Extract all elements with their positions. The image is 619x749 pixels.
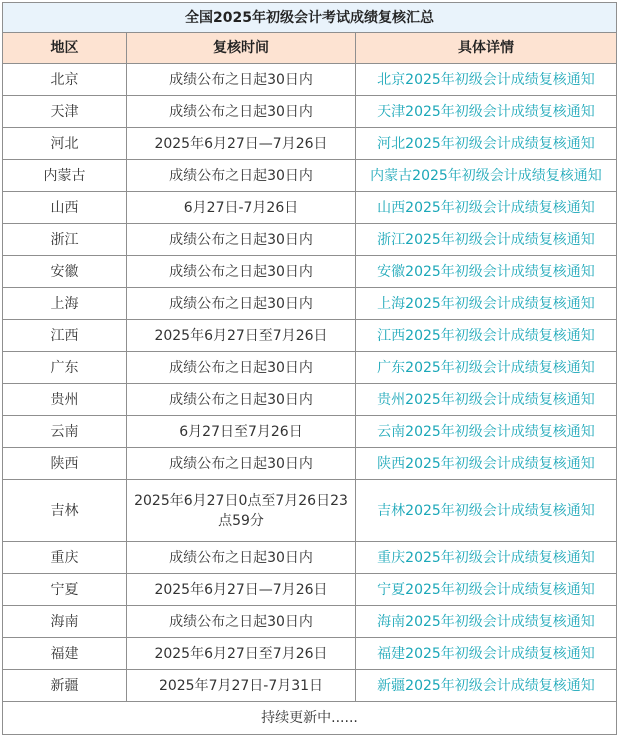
- review-notice-link[interactable]: 宁夏2025年初级会计成绩复核通知: [377, 581, 595, 598]
- header-review-time: 复核时间: [127, 33, 356, 64]
- review-time-cell: 成绩公布之日起30日内: [127, 384, 356, 416]
- review-notice-link[interactable]: 安徽2025年初级会计成绩复核通知: [377, 263, 595, 280]
- table-row: [3, 96, 617, 128]
- review-time-cell: 成绩公布之日起30日内: [127, 256, 356, 288]
- region-cell: 安徽: [3, 256, 127, 288]
- review-time-cell: 2025年6月27日0点至7月26日23点59分: [127, 480, 356, 542]
- table-row: [3, 416, 617, 448]
- table-row: [3, 256, 617, 288]
- table-row: [3, 320, 617, 352]
- review-time-cell: 2025年7月27日-7月31日: [127, 670, 356, 702]
- details-cell: [356, 160, 617, 192]
- details-cell: [356, 96, 617, 128]
- review-notice-link[interactable]: 浙江2025年初级会计成绩复核通知: [377, 231, 595, 248]
- region-cell: 广东: [3, 352, 127, 384]
- review-time-cell: 6月27日至7月26日: [127, 416, 356, 448]
- review-time-cell: 成绩公布之日起30日内: [127, 448, 356, 480]
- table-row: [3, 574, 617, 606]
- details-cell: [356, 352, 617, 384]
- review-notice-link[interactable]: 重庆2025年初级会计成绩复核通知: [377, 549, 595, 566]
- review-notice-link[interactable]: 云南2025年初级会计成绩复核通知: [377, 423, 595, 440]
- details-cell: [356, 288, 617, 320]
- region-cell: 浙江: [3, 224, 127, 256]
- review-notice-link[interactable]: 福建2025年初级会计成绩复核通知: [377, 645, 595, 662]
- review-notice-link[interactable]: 广东2025年初级会计成绩复核通知: [377, 359, 595, 376]
- table-footer-row: [3, 702, 617, 735]
- details-cell: [356, 384, 617, 416]
- table-row: [3, 192, 617, 224]
- review-notice-link[interactable]: 北京2025年初级会计成绩复核通知: [377, 71, 595, 88]
- region-cell: 山西: [3, 192, 127, 224]
- region-cell: 陕西: [3, 448, 127, 480]
- region-cell: 吉林: [3, 480, 127, 542]
- review-notice-link[interactable]: 内蒙古2025年初级会计成绩复核通知: [370, 167, 602, 184]
- table-row: [3, 606, 617, 638]
- region-cell: 上海: [3, 288, 127, 320]
- review-notice-link[interactable]: 河北2025年初级会计成绩复核通知: [377, 135, 595, 152]
- table-row: [3, 542, 617, 574]
- details-cell: [356, 64, 617, 96]
- region-cell: 天津: [3, 96, 127, 128]
- update-status-text: 持续更新中......: [3, 702, 617, 735]
- header-details: 具体详情: [356, 33, 617, 64]
- review-notice-link[interactable]: 海南2025年初级会计成绩复核通知: [377, 613, 595, 630]
- details-cell: [356, 448, 617, 480]
- details-cell: [356, 606, 617, 638]
- table-row: [3, 352, 617, 384]
- region-cell: 新疆: [3, 670, 127, 702]
- table-row: [3, 670, 617, 702]
- review-time-cell: 成绩公布之日起30日内: [127, 64, 356, 96]
- table-row: [3, 288, 617, 320]
- review-notice-link[interactable]: 山西2025年初级会计成绩复核通知: [377, 199, 595, 216]
- region-cell: 宁夏: [3, 574, 127, 606]
- review-notice-link[interactable]: 吉林2025年初级会计成绩复核通知: [377, 502, 595, 519]
- review-time-cell: 2025年6月27日—7月26日: [127, 574, 356, 606]
- region-cell: 河北: [3, 128, 127, 160]
- table-row: [3, 224, 617, 256]
- details-cell: [356, 256, 617, 288]
- review-time-cell: 成绩公布之日起30日内: [127, 288, 356, 320]
- review-notice-link[interactable]: 贵州2025年初级会计成绩复核通知: [377, 391, 595, 408]
- table-row: [3, 64, 617, 96]
- table-row: [3, 128, 617, 160]
- review-time-cell: 成绩公布之日起30日内: [127, 352, 356, 384]
- table-row: [3, 384, 617, 416]
- review-time-cell: 2025年6月27日至7月26日: [127, 320, 356, 352]
- review-time-cell: 2025年6月27日至7月26日: [127, 638, 356, 670]
- review-notice-link[interactable]: 新疆2025年初级会计成绩复核通知: [377, 677, 595, 694]
- review-notice-link[interactable]: 天津2025年初级会计成绩复核通知: [377, 103, 595, 120]
- table-header-row: [3, 33, 617, 64]
- details-cell: [356, 192, 617, 224]
- table-row: [3, 480, 617, 542]
- region-cell: 内蒙古: [3, 160, 127, 192]
- review-time-cell: 成绩公布之日起30日内: [127, 606, 356, 638]
- header-region: 地区: [3, 33, 127, 64]
- review-notice-link[interactable]: 陕西2025年初级会计成绩复核通知: [377, 455, 595, 472]
- details-cell: [356, 638, 617, 670]
- details-cell: [356, 128, 617, 160]
- region-cell: 江西: [3, 320, 127, 352]
- exam-review-summary-table: [2, 2, 617, 735]
- region-cell: 贵州: [3, 384, 127, 416]
- details-cell: [356, 320, 617, 352]
- review-time-cell: 成绩公布之日起30日内: [127, 542, 356, 574]
- review-time-cell: 成绩公布之日起30日内: [127, 160, 356, 192]
- table-title: 全国2025年初级会计考试成绩复核汇总: [3, 3, 617, 33]
- details-cell: [356, 416, 617, 448]
- region-cell: 北京: [3, 64, 127, 96]
- review-time-cell: 成绩公布之日起30日内: [127, 96, 356, 128]
- details-cell: [356, 542, 617, 574]
- details-cell: [356, 574, 617, 606]
- review-time-cell: 6月27日-7月26日: [127, 192, 356, 224]
- region-cell: 福建: [3, 638, 127, 670]
- review-notice-link[interactable]: 江西2025年初级会计成绩复核通知: [377, 327, 595, 344]
- region-cell: 云南: [3, 416, 127, 448]
- table-row: [3, 638, 617, 670]
- table-row: [3, 160, 617, 192]
- region-cell: 重庆: [3, 542, 127, 574]
- details-cell: [356, 670, 617, 702]
- region-cell: 海南: [3, 606, 127, 638]
- table-row: [3, 448, 617, 480]
- review-time-cell: 成绩公布之日起30日内: [127, 224, 356, 256]
- review-notice-link[interactable]: 上海2025年初级会计成绩复核通知: [377, 295, 595, 312]
- details-cell: [356, 224, 617, 256]
- review-time-cell: 2025年6月27日—7月26日: [127, 128, 356, 160]
- table-title-row: [3, 3, 617, 33]
- details-cell: [356, 480, 617, 542]
